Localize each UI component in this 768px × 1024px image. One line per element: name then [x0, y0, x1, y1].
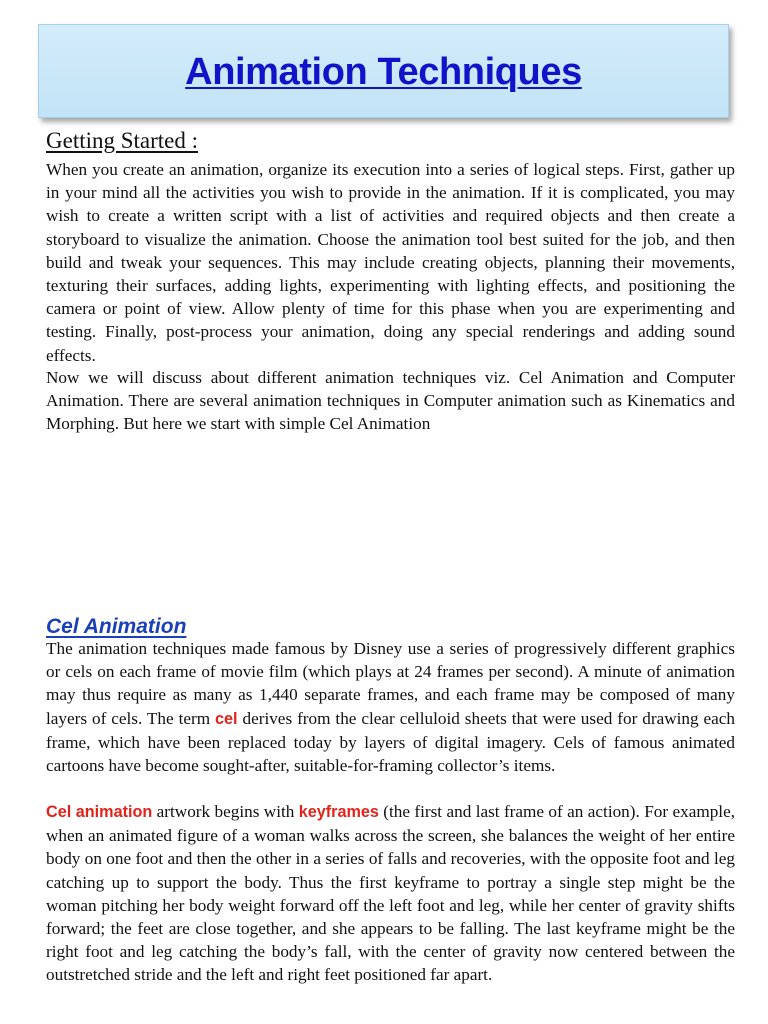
techniques-paragraph: Now we will discuss about different animation techniques viz. Cel Animation and Computer Animation. There are several animation techniques in Computer animation such as Kinematics and Morphing. But here we start with simple Cel Animation [46, 368, 735, 434]
getting-started-heading: Getting Started : [46, 128, 199, 153]
title-banner [38, 24, 729, 118]
techniques-text-block [46, 366, 735, 436]
cel-p2-text: artwork begins with [152, 802, 299, 821]
cel-animation-heading: Cel Animation [46, 615, 187, 638]
cel-p1-text: The animation techniques made famous by Disney use a series of progressively different graphics or cels on each frame of movie film (which plays at 24 frames per second). A minute of animation may thus require as many as 1,440 separate frames, and each frame may be composed of many layers of cels. The term [46, 639, 735, 728]
intro-text-block [46, 158, 735, 367]
intro-paragraph: When you create an animation, organize its execution into a series of logical steps. First, gather up in your mind all the activities you wish to provide in the animation. If it is complicated, you may wish to create a written script with a list of activities and required objects and then create a storyboard to visualize the animation. Choose the animation tool best suited for the job, and then build and tweak your sequences. This may include creating objects, planning their movements, texturing their surfaces, adding lights, experimenting with lighting effects, and positioning the camera or point of view. Allow plenty of time for this phase when you are experimenting and testing. Finally, post-process your animation, doing any special renderings and adding sound effects. [46, 160, 735, 365]
keyframe-text-block [46, 800, 735, 987]
page-title: Animation Techniques [185, 51, 582, 93]
cel-paragraph-1 [46, 637, 735, 777]
term-cel: cel [215, 709, 238, 728]
cel-paragraph-2 [46, 800, 735, 987]
cel-p1-text-end: derives from the clear celluloid sheets that were used for drawing each frame, which have been replaced today by layers of digital imagery. Cels of famous animated cartoons have become sought-after, suitable-for-framing collector’s items. [46, 708, 735, 776]
term-cel-animation: Cel animation [46, 803, 153, 821]
term-keyframes: keyframes [298, 803, 379, 821]
cel-p2-text-end: (the first and last frame of an action). For example, when an animated figure of a woman walks across the screen, she balances the weight of her entire body on one foot and then the other in a series of falls and recoveries, with the opposite foot and leg catching up to support the body. Thus the first keyframe to portray a single step might be the woman pitching her body weight forward off the left foot and leg, while her center of gravity shifts forward; the feet are close together, and she appears to be falling. The last keyframe might be the right foot and leg catching the body’s fall, with the center of gravity now centered between the outstretched stride and the left and right feet positioned far apart. [46, 802, 735, 985]
cel-text-block [46, 637, 735, 777]
